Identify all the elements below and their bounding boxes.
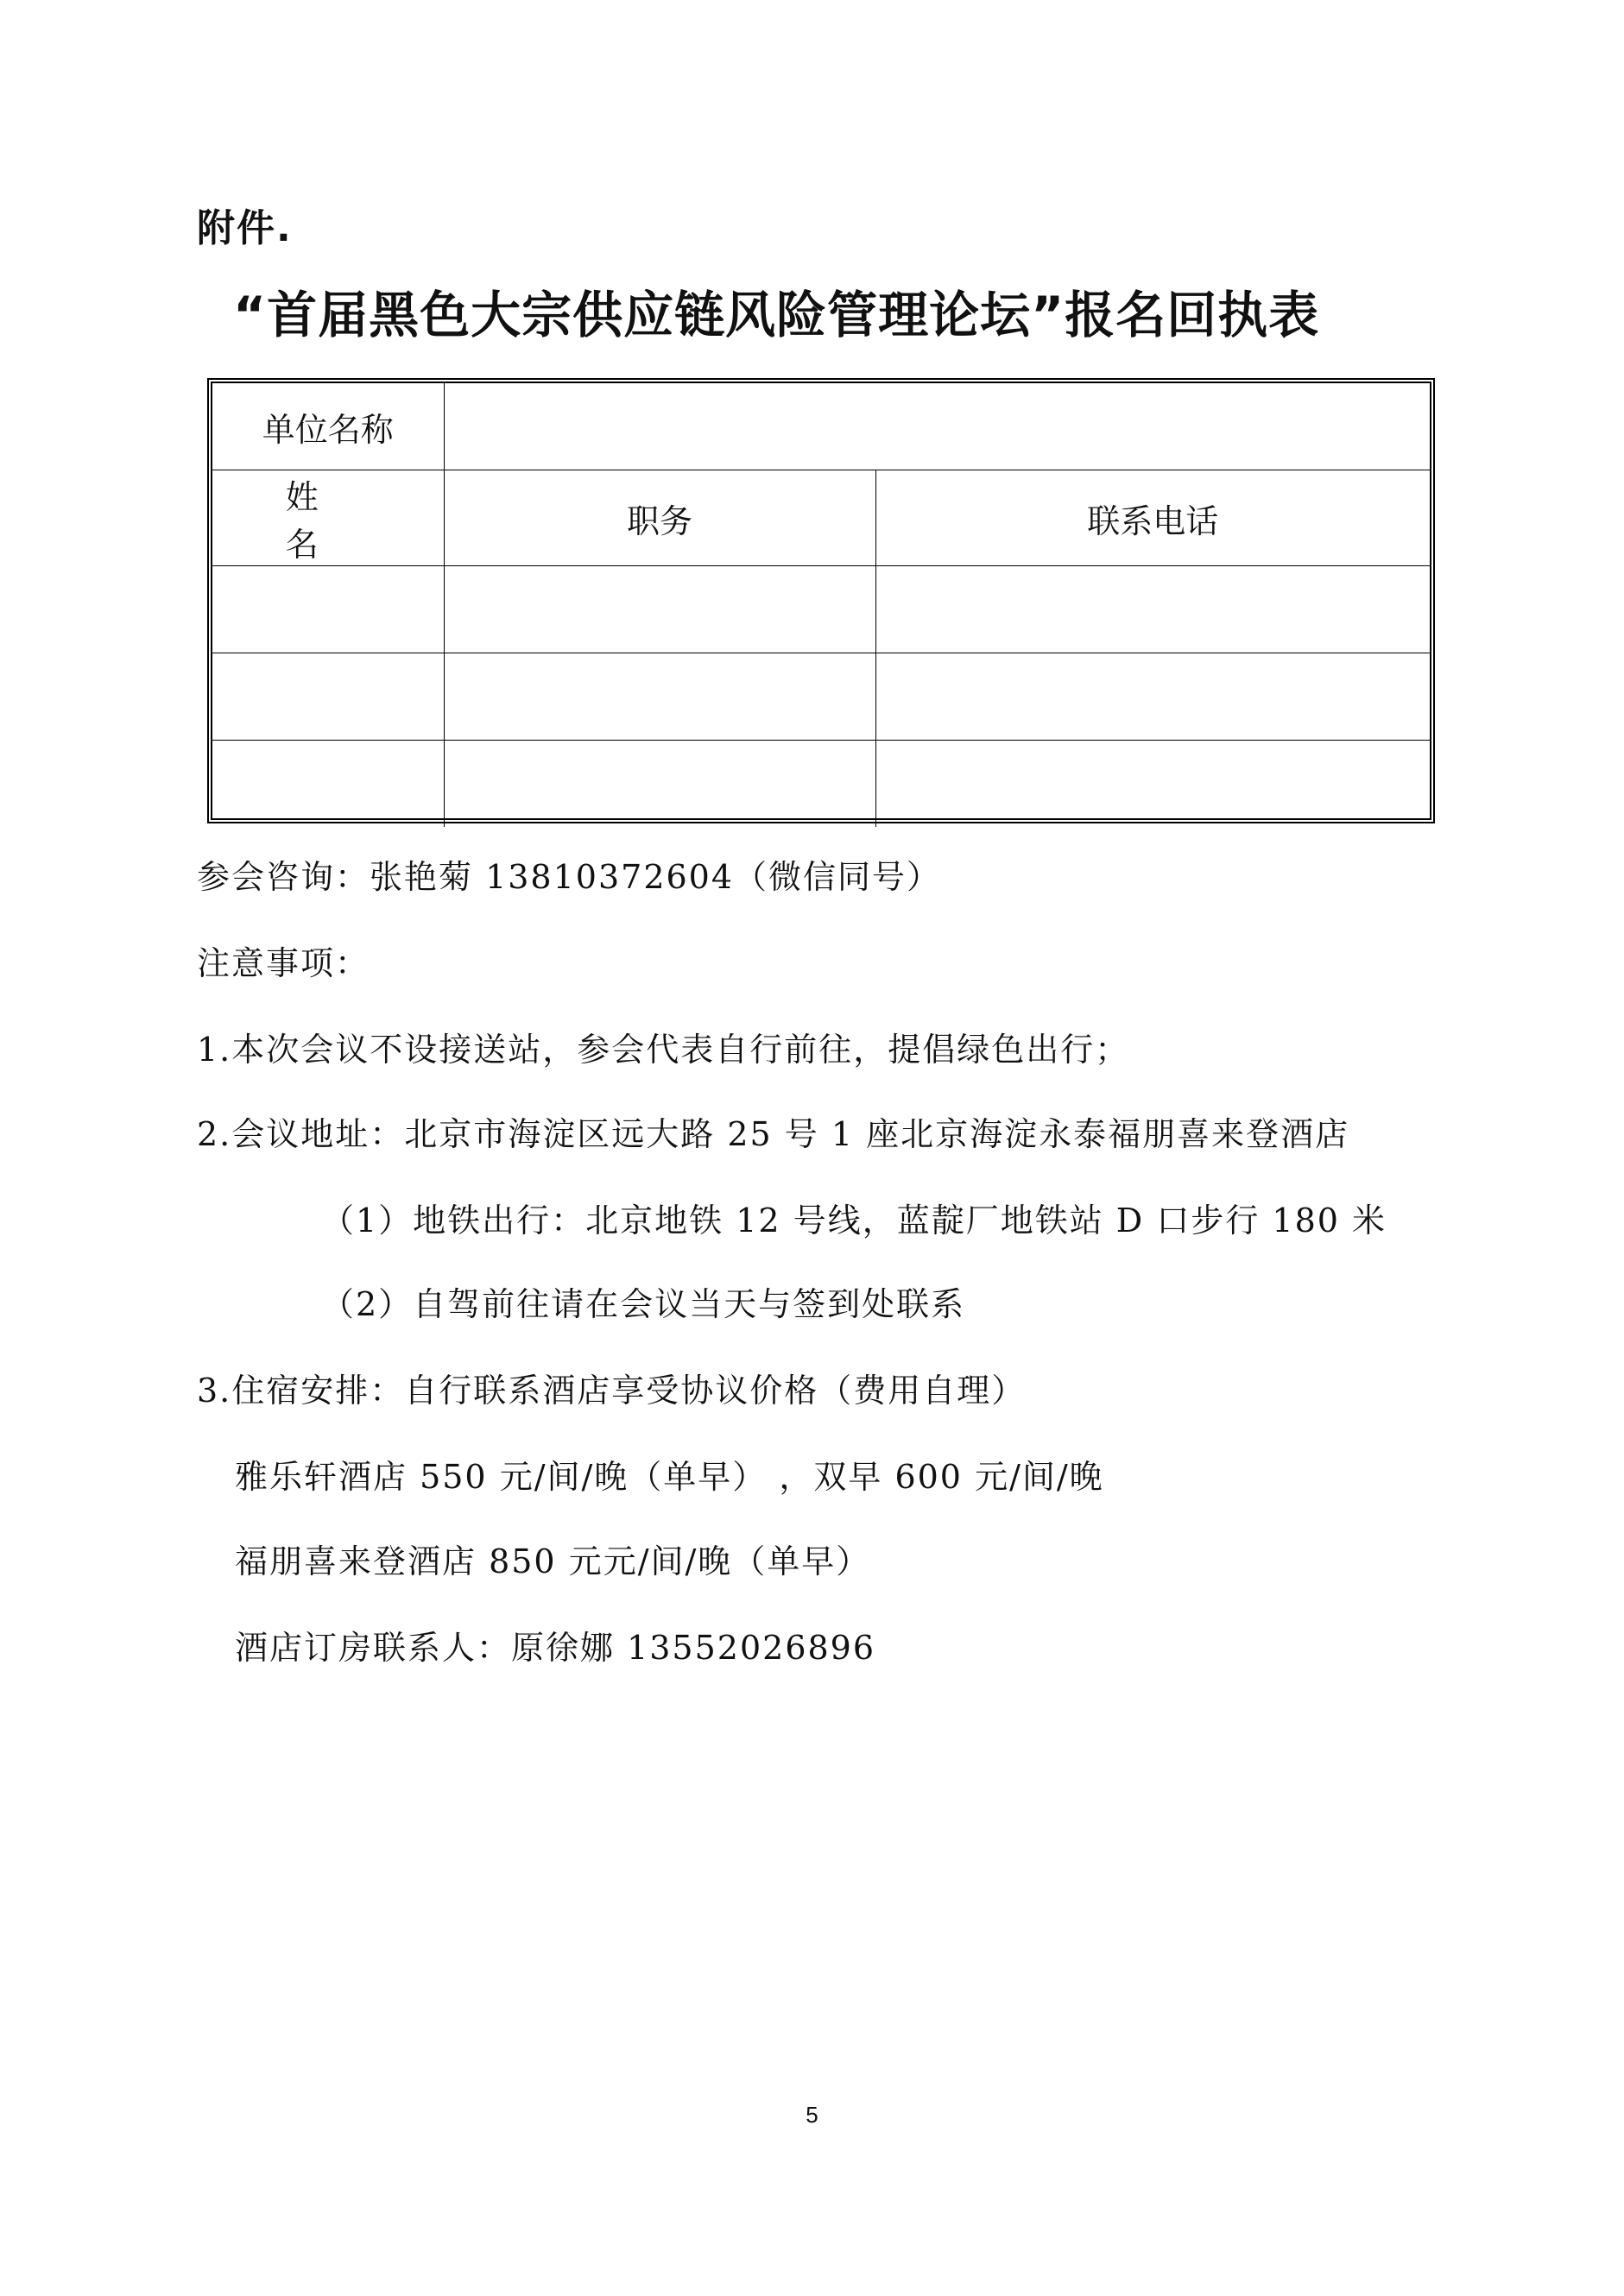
header-row bbox=[212, 470, 1430, 566]
phone-cell[interactable] bbox=[875, 566, 1430, 653]
table-row bbox=[212, 653, 1430, 741]
name-cell[interactable] bbox=[212, 653, 444, 741]
phone-cell[interactable] bbox=[875, 653, 1430, 741]
hotel-contact: 酒店订房联系人：原徐娜 13552026896 bbox=[235, 1629, 876, 1667]
unit-value-cell[interactable] bbox=[444, 383, 1430, 470]
attachment-label: 附件. bbox=[197, 206, 293, 250]
hotel-2: 福朋喜来登酒店 850 元元/间/晚（单早） bbox=[235, 1542, 871, 1580]
position-cell[interactable] bbox=[444, 741, 875, 828]
hotel-1: 雅乐轩酒店 550 元/间/晚（单早） ，双早 600 元/间/晚 bbox=[235, 1458, 1104, 1496]
registration-form-table bbox=[207, 378, 1435, 823]
note-item-2-sub-2: （2）自驾前往请在会议当天与签到处联系 bbox=[321, 1285, 966, 1323]
header-name: 姓 名 bbox=[212, 470, 444, 566]
document-title: “首届黑色大宗供应链风险管理论坛”报名回执表 bbox=[233, 286, 1320, 344]
header-phone: 联系电话 bbox=[875, 470, 1430, 566]
name-cell[interactable] bbox=[212, 741, 444, 828]
table-row bbox=[212, 566, 1430, 653]
note-item-1: 1.本次会议不设接送站，参会代表自行前往，提倡绿色出行； bbox=[197, 1031, 1130, 1069]
unit-label-cell: 单位名称 bbox=[212, 383, 444, 470]
position-cell[interactable] bbox=[444, 566, 875, 653]
note-item-3: 3.住宿安排：自行联系酒店享受协议价格（费用自理） bbox=[197, 1372, 1027, 1410]
notes-heading: 注意事项： bbox=[197, 944, 370, 982]
position-cell[interactable] bbox=[444, 653, 875, 741]
name-cell[interactable] bbox=[212, 566, 444, 653]
page-number: 5 bbox=[806, 2102, 818, 2128]
table-row bbox=[212, 741, 1430, 828]
unit-row bbox=[212, 383, 1430, 470]
header-position: 职务 bbox=[444, 470, 875, 566]
form-table bbox=[212, 383, 1430, 827]
phone-cell[interactable] bbox=[875, 741, 1430, 828]
note-item-2-sub-1: （1）地铁出行：北京地铁 12 号线，蓝靛厂地铁站 D 口步行 180 米 bbox=[321, 1202, 1387, 1239]
contact-line: 参会咨询：张艳菊 13810372604（微信同号） bbox=[197, 858, 942, 896]
note-item-2: 2.会议地址：北京市海淀区远大路 25 号 1 座北京海淀永泰福朋喜来登酒店 bbox=[197, 1115, 1350, 1153]
